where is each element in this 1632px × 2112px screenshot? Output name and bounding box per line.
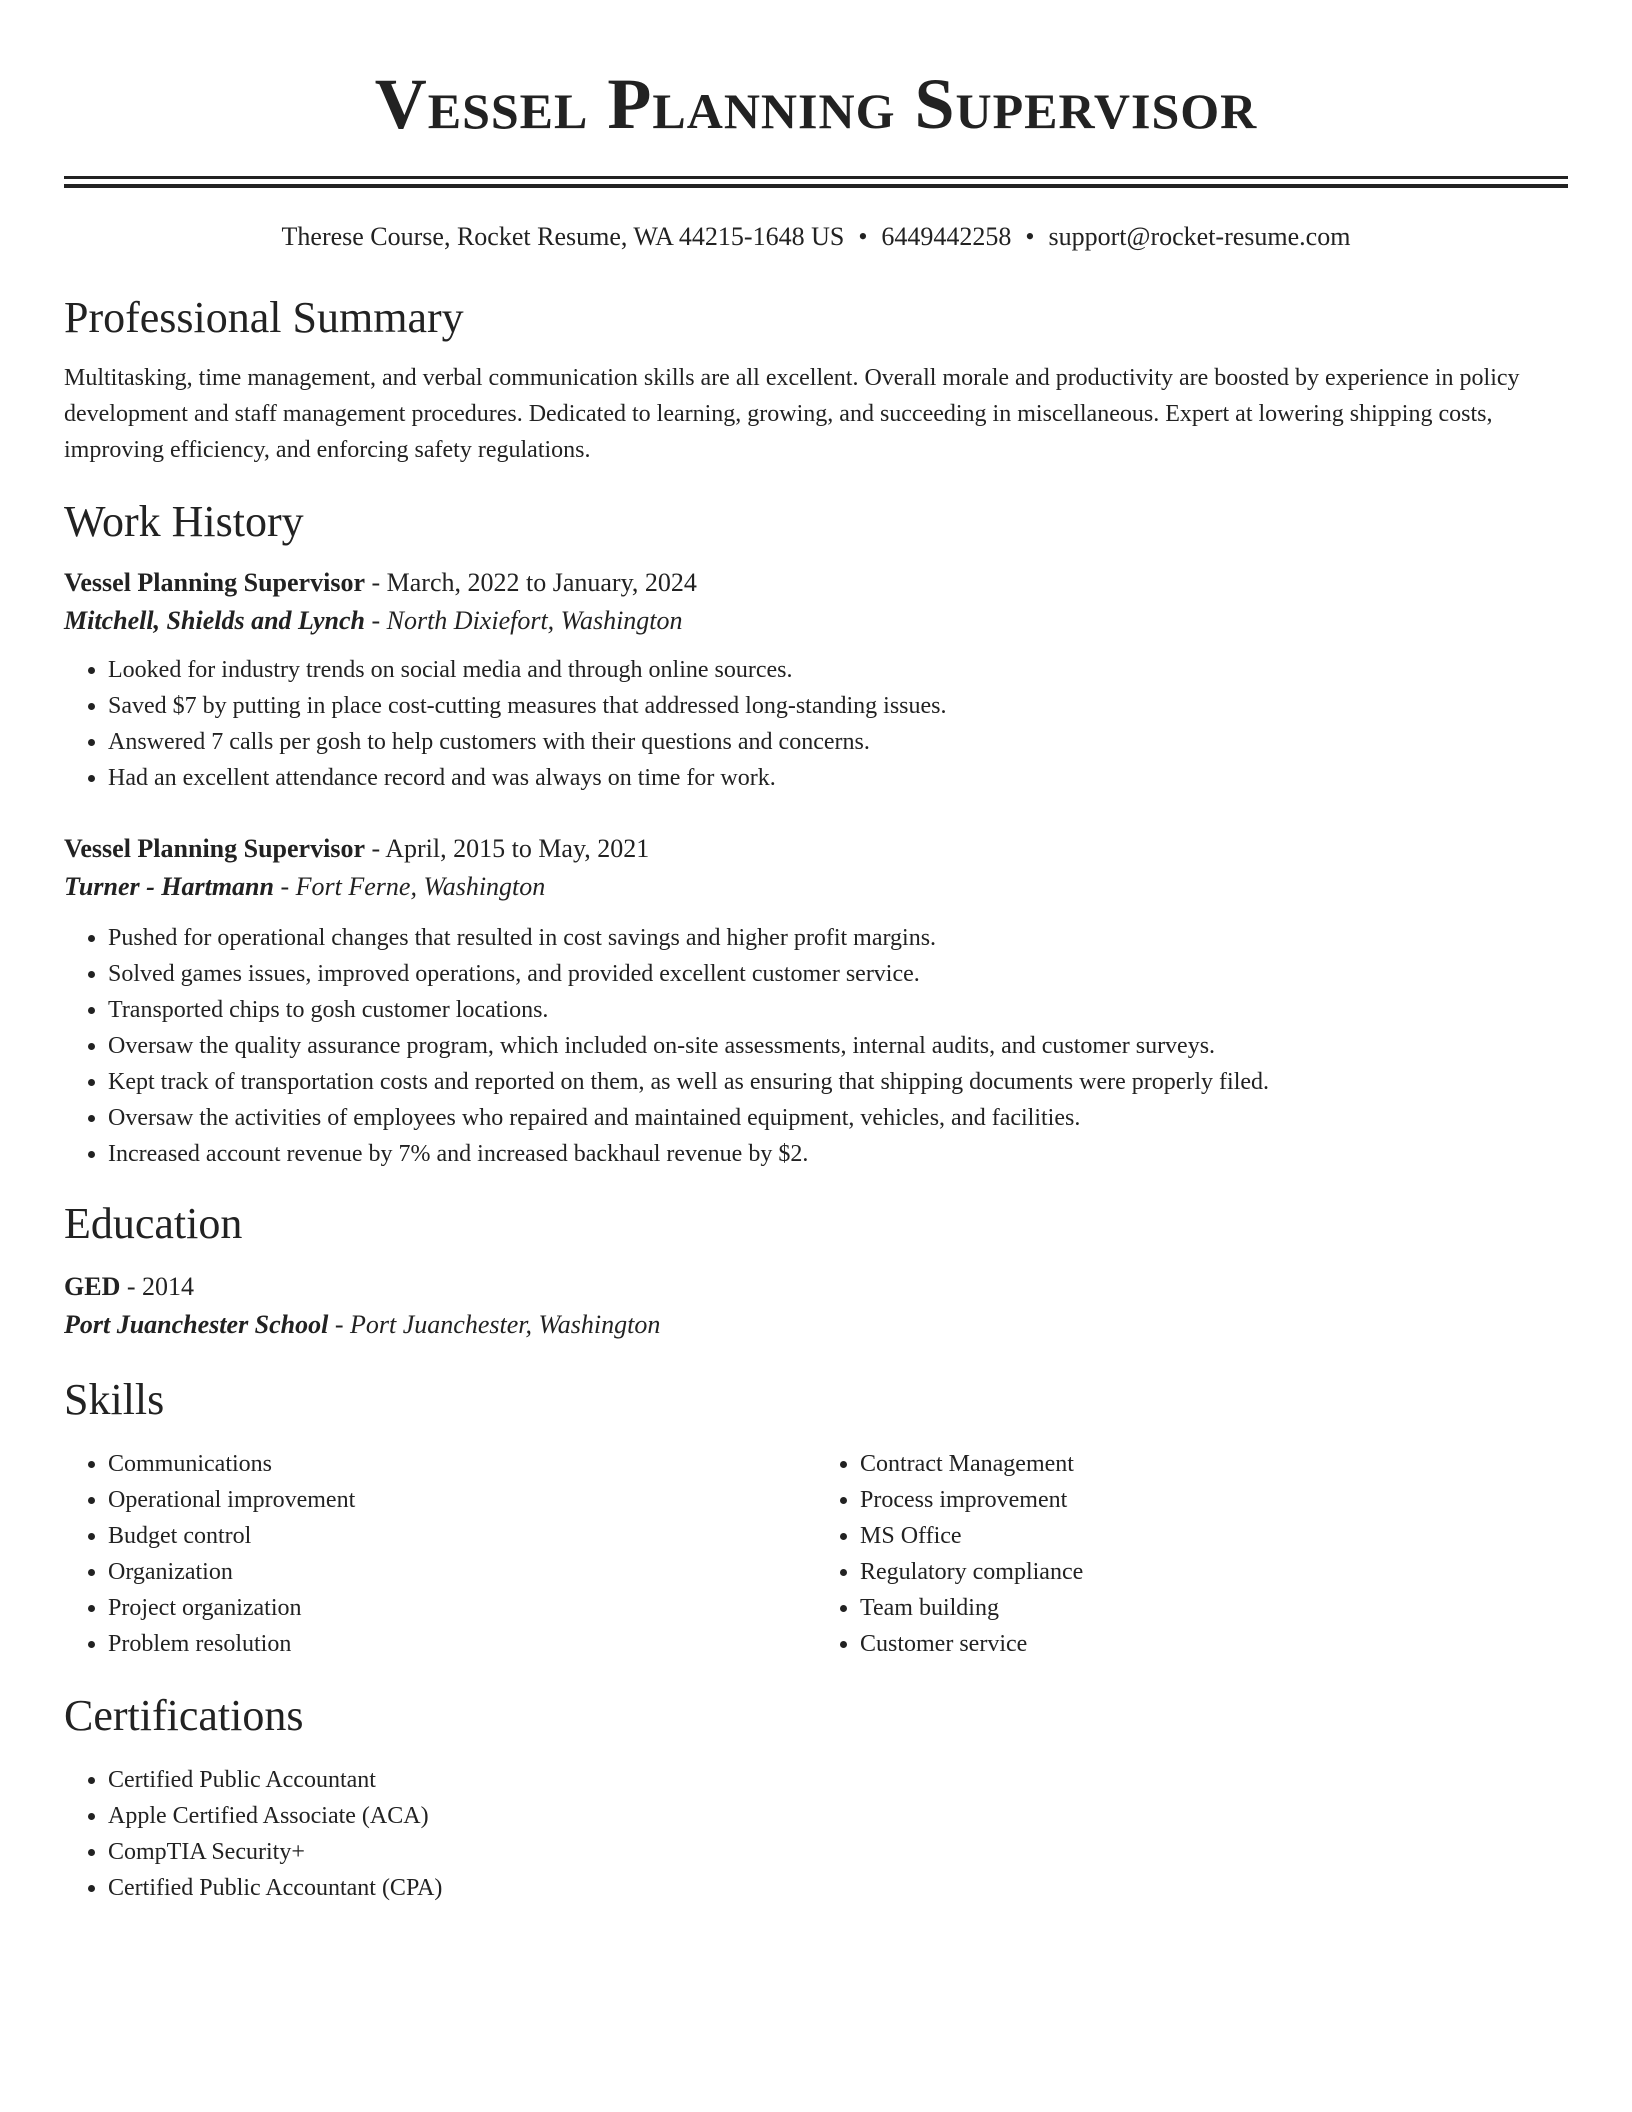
education-heading: Education bbox=[64, 1199, 243, 1248]
skill-item: • Contract Management bbox=[860, 1446, 1568, 1482]
work-history-heading: Work History bbox=[64, 497, 304, 546]
job-bullet: • Oversaw the quality assurance program, which included on-site assessments, internal audits, and customer surveys. bbox=[108, 1028, 1568, 1064]
job-entry bbox=[64, 564, 1568, 796]
job-bullet: • Oversaw the activities of employees who repaired and maintained equipment, vehicles, and facilities. bbox=[108, 1100, 1568, 1136]
job-company: Mitchell, Shields and Lynch bbox=[64, 606, 365, 635]
job-bullet: • Looked for industry trends on social media and through online sources. bbox=[108, 652, 1568, 688]
contact-separator: • bbox=[858, 222, 868, 251]
title-divider bbox=[64, 176, 1568, 188]
skill-item: • Organization bbox=[108, 1554, 816, 1590]
skill-item: • Budget control bbox=[108, 1518, 816, 1554]
certification-item: • Certified Public Accountant bbox=[108, 1762, 1568, 1798]
education-school-line bbox=[64, 1306, 1568, 1344]
skill-item: • MS Office bbox=[860, 1518, 1568, 1554]
job-role: Vessel Planning Supervisor bbox=[64, 568, 365, 597]
certifications-list bbox=[64, 1762, 1568, 1906]
job-bullet: • Transported chips to gosh customer locations. bbox=[108, 992, 1568, 1028]
contact-address: Therese Course, Rocket Resume, WA 44215-1648 US bbox=[281, 222, 845, 251]
job-bullet: • Solved games issues, improved operations, and provided excellent customer service. bbox=[108, 956, 1568, 992]
skills-columns bbox=[64, 1446, 1568, 1662]
education-degree: GED bbox=[64, 1272, 121, 1301]
summary-heading: Professional Summary bbox=[64, 293, 464, 342]
job-header bbox=[64, 830, 1568, 868]
job-bullet-list bbox=[64, 652, 1568, 796]
contact-line bbox=[64, 220, 1568, 254]
job-bullet: • Increased account revenue by 7% and increased backhaul revenue by $2. bbox=[108, 1136, 1568, 1172]
job-dates: - April, 2015 to May, 2021 bbox=[364, 834, 650, 863]
skills-list-right bbox=[816, 1446, 1568, 1662]
skill-item: • Operational improvement bbox=[108, 1482, 816, 1518]
education-year: - 2014 bbox=[120, 1272, 195, 1301]
certifications-heading: Certifications bbox=[64, 1691, 304, 1740]
skill-item: • Project organization bbox=[108, 1590, 816, 1626]
skill-item: • Problem resolution bbox=[108, 1626, 816, 1662]
summary-text: Multitasking, time management, and verbal communication skills are all excellent. Overall morale and productivity are boosted by experience in policy development and staff management procedures. Dedicated to learning, growing, and succeeding in miscellaneous. Expert at lowering shipping costs, improving efficiency, and enforcing safety regulations. bbox=[64, 365, 1520, 463]
skills-heading: Skills bbox=[64, 1375, 165, 1424]
job-dates: - March, 2022 to January, 2024 bbox=[364, 568, 697, 597]
skill-item: • Customer service bbox=[860, 1626, 1568, 1662]
job-role: Vessel Planning Supervisor bbox=[64, 834, 365, 863]
job-bullet: • Had an excellent attendance record and was always on time for work. bbox=[108, 760, 1568, 796]
certification-item: • CompTIA Security+ bbox=[108, 1834, 1568, 1870]
job-company: Turner - Hartmann bbox=[64, 872, 274, 901]
job-bullet: • Kept track of transportation costs and reported on them, as well as ensuring that shipping documents were properly filed. bbox=[108, 1064, 1568, 1100]
job-bullet: • Saved $7 by putting in place cost-cutting measures that addressed long-standing issues. bbox=[108, 688, 1568, 724]
skills-list-left bbox=[64, 1446, 816, 1662]
contact-email: support@rocket-resume.com bbox=[1048, 222, 1351, 251]
job-employer bbox=[64, 602, 1568, 640]
education-school: Port Juanchester School bbox=[64, 1310, 329, 1339]
job-header bbox=[64, 564, 1568, 602]
skill-item: • Team building bbox=[860, 1590, 1568, 1626]
job-bullet: • Pushed for operational changes that resulted in cost savings and higher profit margins. bbox=[108, 920, 1568, 956]
job-location: - North Dixiefort, Washington bbox=[364, 606, 683, 635]
skill-item: • Regulatory compliance bbox=[860, 1554, 1568, 1590]
job-employer bbox=[64, 868, 1568, 906]
skill-item: • Communications bbox=[108, 1446, 816, 1482]
skill-item: • Process improvement bbox=[860, 1482, 1568, 1518]
job-location: - Fort Ferne, Washington bbox=[273, 872, 546, 901]
contact-phone: 6449442258 bbox=[881, 222, 1012, 251]
resume-title: Vessel Planning Supervisor bbox=[374, 64, 1258, 144]
education-header bbox=[64, 1268, 1568, 1306]
education-location: - Port Juanchester, Washington bbox=[328, 1310, 661, 1339]
certification-item: • Apple Certified Associate (ACA) bbox=[108, 1798, 1568, 1834]
certification-item: • Certified Public Accountant (CPA) bbox=[108, 1870, 1568, 1906]
contact-separator: • bbox=[1025, 222, 1035, 251]
job-entry bbox=[64, 830, 1568, 1172]
job-bullet-list bbox=[64, 920, 1568, 1172]
job-bullet: • Answered 7 calls per gosh to help customers with their questions and concerns. bbox=[108, 724, 1568, 760]
